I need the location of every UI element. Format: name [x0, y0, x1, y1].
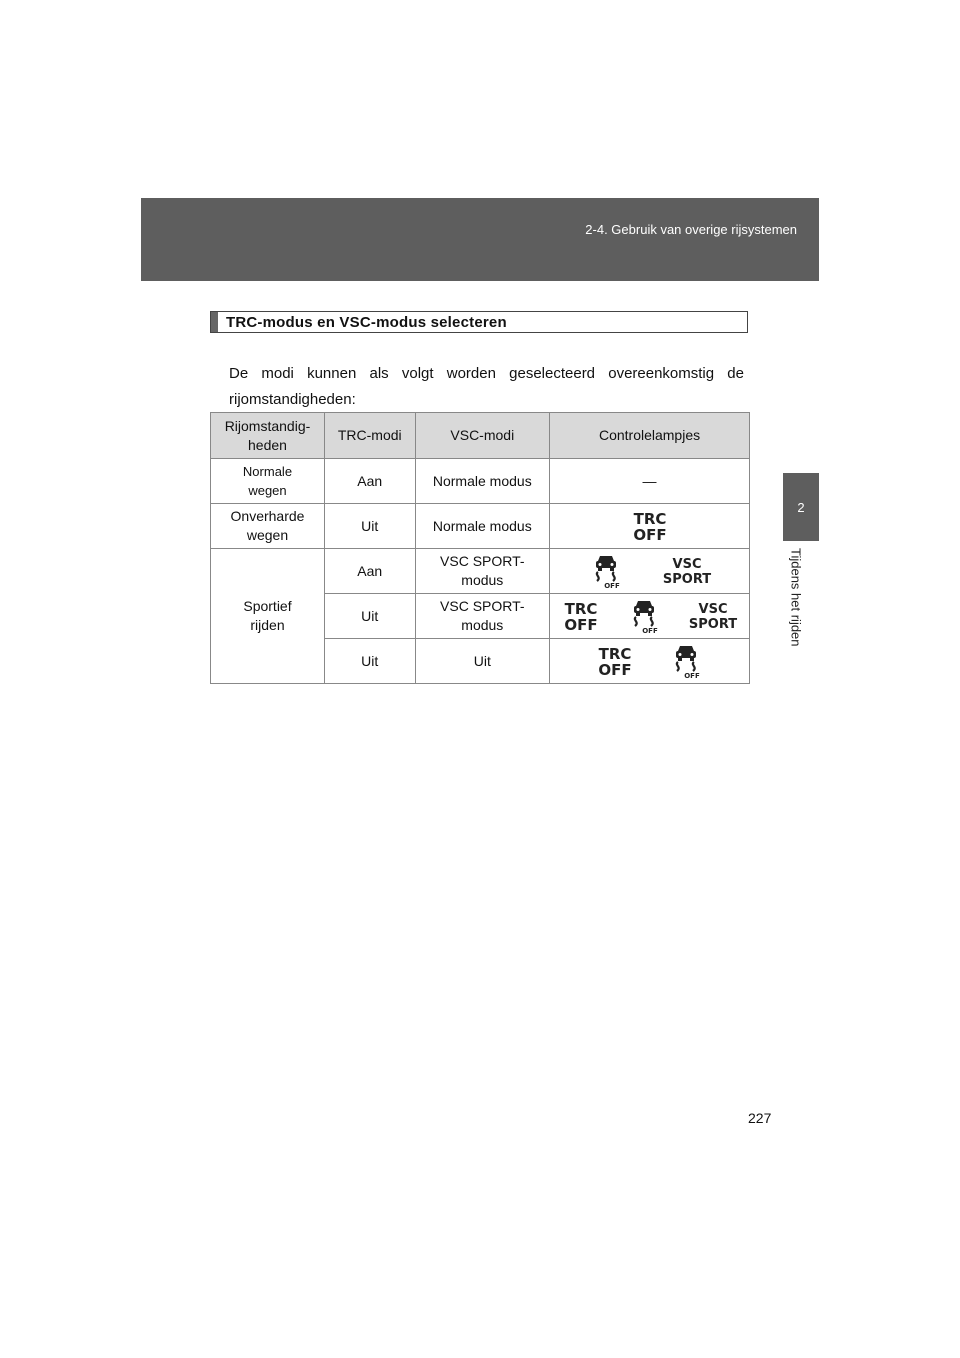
trc-cell: Uit — [324, 639, 415, 684]
page-number: 227 — [748, 1110, 772, 1126]
table-header-row — [211, 413, 750, 459]
svg-text:SPORT: SPORT — [662, 572, 711, 587]
slip-indicator-off-icon — [666, 643, 706, 679]
table-header: TRC-modi — [324, 413, 415, 459]
svg-text:OFF: OFF — [597, 661, 632, 678]
lamps-cell — [550, 639, 750, 684]
table-row — [211, 459, 750, 504]
lamps-cell — [550, 504, 750, 549]
trc-cell: Uit — [324, 504, 415, 549]
vsc-cell: Normale modus — [415, 459, 550, 504]
chapter-number: 2 — [797, 499, 805, 515]
svg-text:OFF: OFF — [641, 627, 658, 634]
vsc-cell: Normale modus — [415, 504, 550, 549]
vsc-sport-icon — [660, 554, 714, 588]
lamps-cell — [550, 549, 750, 594]
section-reference: 2-4. Gebruik van overige rijsystemen — [585, 222, 797, 237]
condition-cell: Normale wegen — [211, 459, 325, 504]
svg-text:SPORT: SPORT — [688, 617, 737, 632]
svg-text:TRC: TRC — [633, 510, 666, 528]
table-header: VSC-modi — [415, 413, 550, 459]
header-band — [141, 198, 819, 281]
vsc-cell: VSC SPORT-modus — [415, 594, 550, 639]
svg-text:OFF: OFF — [603, 582, 620, 589]
trc-cell: Aan — [324, 459, 415, 504]
svg-text:OFF: OFF — [632, 526, 667, 543]
svg-text:VSC: VSC — [672, 557, 702, 572]
lamps-cell — [550, 594, 750, 639]
slip-indicator-off-icon — [586, 553, 626, 589]
trc-off-icon — [594, 644, 636, 678]
condition-cell: Onverharde wegen — [211, 504, 325, 549]
section-title: TRC-modus en VSC-modus selecteren — [226, 313, 507, 331]
chapter-tab — [783, 473, 819, 541]
condition-cell: Sportief rijden — [211, 549, 325, 684]
section-heading — [210, 311, 748, 333]
no-indicator-dash: — — [642, 472, 657, 489]
trc-cell: Uit — [324, 594, 415, 639]
svg-text:TRC: TRC — [564, 600, 597, 618]
modes-table — [210, 412, 750, 684]
trc-off-icon — [629, 509, 671, 543]
svg-text:OFF: OFF — [563, 616, 598, 633]
table-row — [211, 549, 750, 594]
chapter-title: Tijdens het rijden — [788, 548, 804, 647]
intro-text: De modi kunnen als volgt worden geselecteerd overeenkomstig de rijomstandigheden: — [229, 365, 744, 408]
trc-off-icon — [560, 599, 602, 633]
table-row — [211, 504, 750, 549]
svg-text:TRC: TRC — [598, 645, 631, 663]
svg-text:VSC: VSC — [698, 602, 728, 617]
lamps-cell — [550, 459, 750, 504]
table-header: Rijomstandig-heden — [211, 413, 325, 459]
heading-bar — [211, 312, 218, 332]
vsc-cell: VSC SPORT-modus — [415, 549, 550, 594]
trc-cell: Aan — [324, 549, 415, 594]
table-header: Controlelampjes — [550, 413, 750, 459]
vsc-sport-icon — [686, 599, 740, 633]
slip-indicator-off-icon — [624, 598, 664, 634]
svg-text:OFF: OFF — [683, 672, 700, 679]
vsc-cell: Uit — [415, 639, 550, 684]
